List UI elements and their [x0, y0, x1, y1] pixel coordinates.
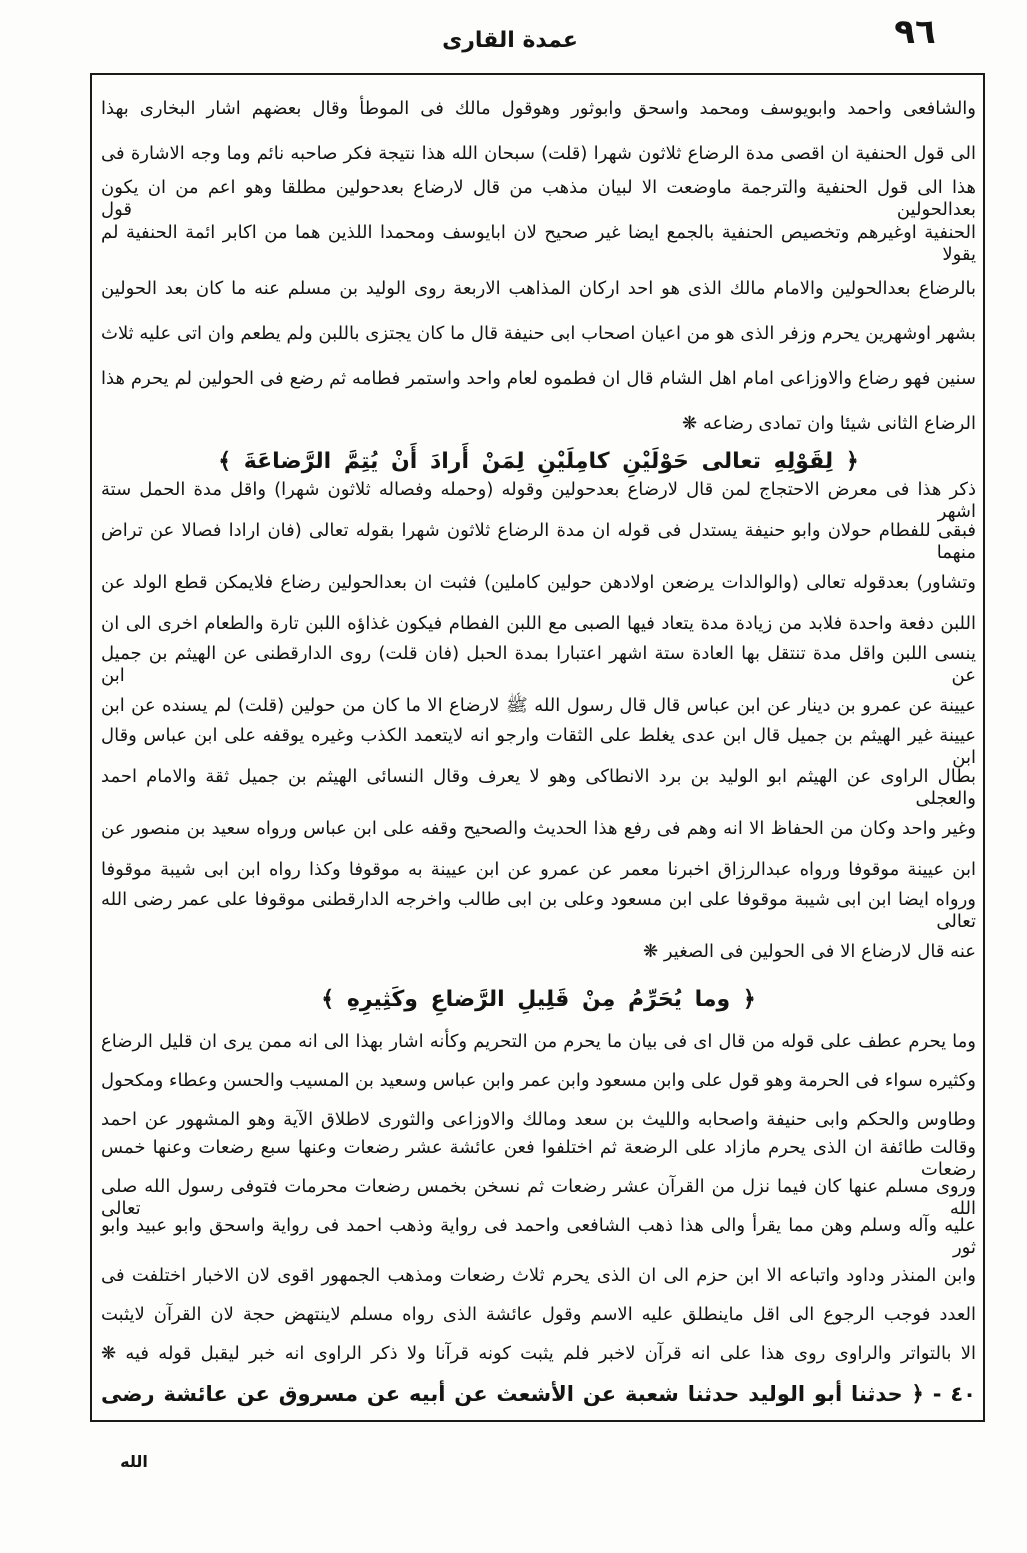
running-title: عمدة القارى	[442, 28, 578, 53]
text-line: عيينة عن عمرو بن دينار عن ابن عباس قال قال رسول الله ﷺ لارضاع الا ما كان من حولين (قلت) لم يسنده عن ابن	[101, 694, 976, 716]
text-line: هذا الى قول الحنفية والترجمة ماوضعت الا لبيان مذهب من قال لارضاع بعدحولين مطلقا وهو اعم من ان يكون بعدالحولين قول	[101, 176, 976, 220]
text-line: ابن عيينة موقوفا ورواه عبدالرزاق اخبرنا معمر عن عمرو عن ابن عيينة به موقوفا وكذا رواه ابن ابى شيبة موقوفا	[101, 858, 976, 880]
text-line: سنين فهو رضاع والاوزاعى امام اهل الشام قال ان فطموه لعام واحد واستمر فطامه ثم رضع فى الحولين لم يحرم هذا	[101, 367, 976, 389]
hadith-text: ٤٠ - ﴿ حدثنا أبو الوليد حدثنا شعبة عن الأشعث عن أبيه عن مسروق عن عائشة رضى	[101, 1382, 976, 1407]
text-line: بالرضاع بعدالحولين والامام مالك الذى هو احد اركان المذاهب الاربعة روى الوليد بن مسلم عنه ما كان بعد الحولين	[101, 277, 976, 299]
text-line: ينسى اللبن واقل مدة تنتقل بها العادة ستة اشهر اعتبارا بمدة الحبل (فان قلت) روى الدارقطنى عن الهيثم بن جميل عن ابن	[101, 642, 976, 686]
text-line: الحنفية اوغيرهم وتخصيص الحنفية بالجمع ايضا غير صحيح لان ابايوسف ومحمدا اللذين هما من اكابر ائمة الحنفية لم يقولا	[101, 221, 976, 265]
text-line: وقالت طائفة ان الذى يحرم مازاد على الرضعة ثم اختلفوا فعن عائشة عشر رضعات وعنها سبع رضعات وعنها خمس رضعات	[101, 1136, 976, 1180]
heading-text: ﴿ وما يُحَرِّمُ مِنْ قَلِيلِ الرَّضاعِ وكَثِيرِهِ ﴾	[321, 986, 756, 1012]
text-line: عنه قال لارضاع الا فى الحولين فى الصغير ❋	[643, 940, 976, 962]
section-heading-2	[101, 980, 976, 1020]
text-line: والشافعى واحمد وابويوسف ومحمد واسحق وابوثور وهوقول مالك فى الموطأ وقال بعضهم اشار البخارى بهذا	[101, 97, 976, 119]
text-line: وطاوس والحكم وابى حنيفة واصحابه والليث بن سعد ومالك والاوزاعى والثورى لاطلاق الآية وهو المشهور عن احمد	[101, 1108, 976, 1130]
hadith-chain-line	[101, 1375, 976, 1415]
page-number: ٩٦	[894, 12, 936, 52]
text-line: عيينة غير الهيثم بن جميل قال ابن عدى يغلط على الثقات وارجو انه لايتعمد الكذب وغيره يوقفه على ابن عباس وقال ابن	[101, 724, 976, 768]
text-line: عليه وآله وسلم وهن مما يقرأ والى هذا ذهب الشافعى واحمد فى رواية وذهب احمد فى رواية واسحق وابو عبيد وابو ثور	[101, 1214, 976, 1258]
text-line: بطال الراوى عن الهيثم ابو الوليد بن برد الانطاكى وهو لا يعرف وقال النسائى الهيثم بن جميل ثقة والامام احمد والعجلى	[101, 765, 976, 809]
heading-text: ﴿ لِقَوْلِهِ تعالى حَوْلَيْنِ كامِلَيْنِ لِمَنْ أَرادَ أَنْ يُتِمَّ الرَّضاعَةَ ﴾	[218, 448, 859, 474]
text-line: الى قول الحنفية ان اقصى مدة الرضاع ثلاثون شهرا (قلت) سبحان الله هذا نتيجة فكر صاحبه نائم وما وجه الاشارة فى	[101, 142, 976, 164]
text-line: الرضاع الثانى شيئا وان تمادى رضاعه ❋	[682, 412, 976, 434]
paragraph-1	[101, 86, 976, 446]
text-line: بشهر اوشهرين يحرم وزفر الذى هو من اعيان اصحاب ابى حنيفة قال ما كان يجتزى باللبن ولم يطعم وان اتى عليه ثلاث	[101, 322, 976, 344]
text-frame	[90, 73, 985, 1422]
text-line: وتشاور) بعدقوله تعالى (والوالدات يرضعن اولادهن حولين كاملين) فثبت ان بعدالحولين رضاع فلايمكن قطع الولد عن	[101, 571, 976, 593]
paragraph-3	[101, 1022, 976, 1373]
text-line: وروى مسلم عنها كان فيما نزل من القرآن عشر رضعات ثم نسخن بخمس رضعات محرمات فتوفى رسول الله صلى الله تعالى	[101, 1175, 976, 1219]
text-line: الا بالتواتر والراوى روى هذا على انه قرآن لاخبر فلم يثبت كونه قرآنا ولا ذكر الراوى انه خبر ليقبل قوله فيه ❋	[101, 1342, 976, 1364]
section-heading-1	[101, 442, 976, 482]
text-line: وغير واحد وكان من الحفاظ الا انه وهم فى رفع هذا الحديث والصحيح وقفه على ابن عباس ورواه سعيد بن منصور عن	[101, 817, 976, 839]
text-line: وابن المنذر وداود واتباعه الا ابن حزم الى ان الذى يحرم ثلاث رضعات ومذهب الجمهور اقوى لان الاخبار اختلفت فى	[101, 1264, 976, 1286]
text-line: فبقى للفطام حولان وابو حنيفة يستدل فى قوله ان مدة الرضاع ثلاثون شهرا بقوله تعالى (فان ارادا فصالا عن تراض منهما	[101, 519, 976, 563]
text-line: اللبن دفعة واحدة فلابد من زيادة مدة يتعاد فيها الصبى مع اللبن الفطام فيكون غذاؤه اللبن تارة والطعام اخرى الى ان	[101, 612, 976, 634]
paragraph-2	[101, 480, 976, 972]
text-line: ذكر هذا فى معرض الاحتجاج لمن قال لارضاع بعدحولين وقوله (وحمله وفصاله ثلاثون شهرا) واقل مدة الحمل ستة اشهر	[101, 478, 976, 522]
catchword: الله	[120, 1452, 148, 1471]
text-line: ورواه ايضا ابن ابى شيبة موقوفا على ابن مسعود وعلى بن ابى طالب واخرجه الدارقطنى موقوفا على عمر رضى الله تعالى	[101, 888, 976, 932]
text-line: وكثيره سواء فى الحرمة وهو قول على وابن مسعود وابن عمر وابن عباس وسعيد بن المسيب والحسن وعطاء ومكحول	[101, 1069, 976, 1091]
text-line: العدد فوجب الرجوع الى اقل ماينطلق عليه الاسم وقول عائشة الذى رواه مسلم لاينتهض حجة لان القرآن لايثبت	[101, 1303, 976, 1325]
text-line: وما يحرم عطف على قوله من قال اى فى بيان ما يحرم من التحريم وكأنه اشار بهذا الى انه ممن يرى ان قليل الرضاع	[101, 1030, 976, 1052]
